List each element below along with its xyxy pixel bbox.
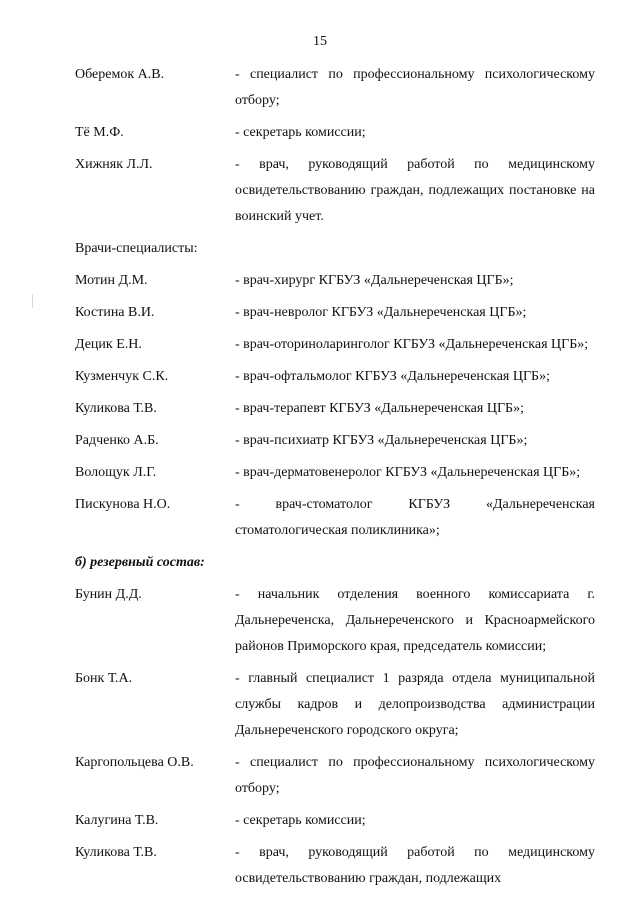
list-item: [75, 152, 595, 230]
member-role: - специалист по профессиональному психологическому отбору;: [235, 755, 595, 796]
member-name: Костина В.И.: [75, 305, 155, 320]
list-item: [75, 460, 595, 486]
member-role: - врач-невролог КГБУЗ «Дальнереченская ЦГБ»;: [235, 305, 527, 320]
member-name: Тё М.Ф.: [75, 125, 124, 140]
member-role: - секретарь комиссии;: [235, 813, 366, 828]
list-item: [75, 582, 595, 660]
list-item: [75, 428, 595, 454]
document-body: [75, 62, 595, 898]
member-role: - врач-дерматовенеролог КГБУЗ «Дальнереченская ЦГБ»;: [235, 465, 581, 480]
list-item: [75, 268, 595, 294]
member-role: - врач-офтальмолог КГБУЗ «Дальнереченская ЦГБ»;: [235, 369, 550, 384]
member-role: - врач, руководящий работой по медицинскому освидетельствованию граждан, подлежащих постановке на воинский учет.: [235, 157, 595, 224]
list-item: [75, 300, 595, 326]
member-role: - секретарь комиссии;: [235, 125, 366, 140]
member-role: - врач-стоматолог КГБУЗ «Дальнереченская стоматологическая поликлиника»;: [235, 497, 595, 538]
member-name: Бунин Д.Д.: [75, 587, 142, 602]
list-item: [75, 62, 595, 114]
member-role: - врач-оториноларинголог КГБУЗ «Дальнереченская ЦГБ»;: [235, 337, 589, 352]
member-role: - врач-психиатр КГБУЗ «Дальнереченская ЦГБ»;: [235, 433, 528, 448]
member-name: Децик Е.Н.: [75, 337, 142, 352]
member-name: Пискунова Н.О.: [75, 497, 171, 512]
page-number: 15: [313, 34, 327, 49]
list-item: [75, 492, 595, 544]
list-item: [75, 808, 595, 834]
list-item: [75, 120, 595, 146]
margin-mark: [32, 294, 33, 308]
list-item: [75, 840, 595, 892]
member-name: Оберемок А.В.: [75, 67, 165, 82]
list-item: [75, 332, 595, 358]
member-role: - врач-терапевт КГБУЗ «Дальнереченская ЦГБ»;: [235, 401, 524, 416]
list-item: [75, 396, 595, 422]
member-role: - врач-хирург КГБУЗ «Дальнереченская ЦГБ»;: [235, 273, 514, 288]
reserve-heading: б) резервный состав:: [75, 555, 205, 570]
member-role: - начальник отделения военного комиссариата г. Дальнереченска, Дальнереченского и Красноармейского районов Приморского края, председатель комиссии;: [235, 587, 595, 654]
list-item: [75, 364, 595, 390]
member-name: Хижняк Л.Л.: [75, 157, 153, 172]
member-role: - специалист по профессиональному психологическому отбору;: [235, 67, 595, 108]
member-name: Радченко А.Б.: [75, 433, 159, 448]
specialists-heading: Врачи-специалисты:: [75, 241, 198, 256]
member-name: Куликова Т.В.: [75, 401, 157, 416]
member-name: Куликова Т.В.: [75, 845, 157, 860]
member-name: Волощук Л.Г.: [75, 465, 157, 480]
member-name: Каргопольцева О.В.: [75, 755, 194, 770]
member-name: Калугина Т.В.: [75, 813, 159, 828]
member-name: Бонк Т.А.: [75, 671, 133, 686]
member-name: Мотин Д.М.: [75, 273, 148, 288]
member-role: - врач, руководящий работой по медицинскому освидетельствованию граждан, подлежащих: [235, 845, 595, 886]
list-item: [75, 666, 595, 744]
member-role: - главный специалист 1 разряда отдела муниципальной службы кадров и делопроизводства администрации Дальнереченского городского округа;: [235, 671, 595, 738]
list-item: [75, 750, 595, 802]
member-name: Кузменчук С.К.: [75, 369, 169, 384]
